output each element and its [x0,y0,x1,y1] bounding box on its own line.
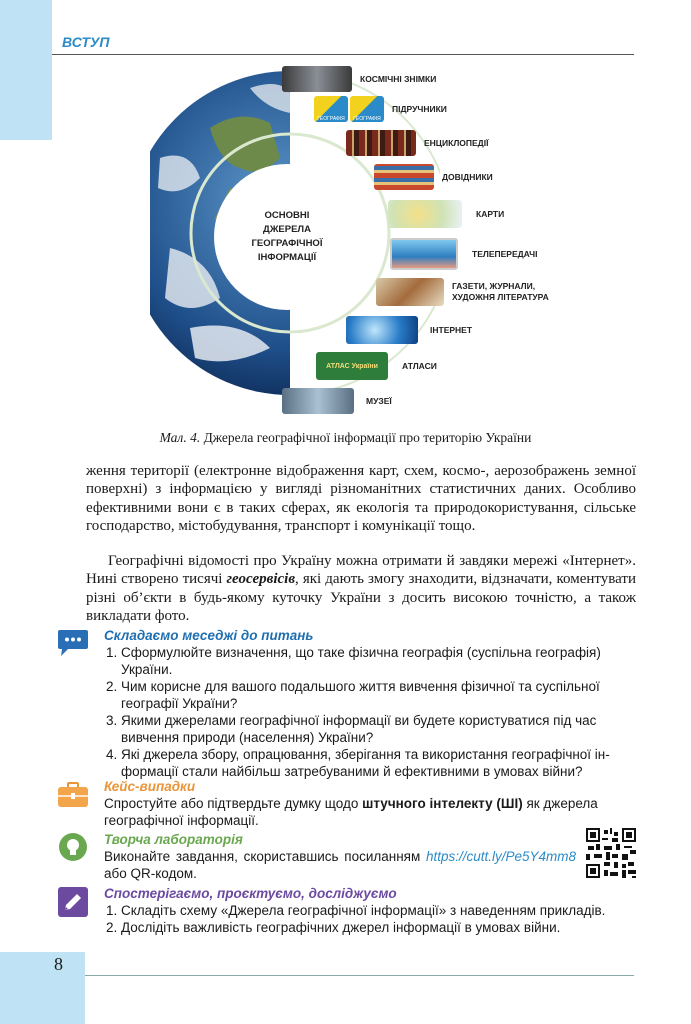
museums-thumb [282,388,354,414]
list-item: 1. Сформулюйте визначення, що таке фізична географія (суспільна географія) України. [121,644,636,678]
qr-code[interactable] [586,828,636,878]
lab-text: Виконайте завдання, скориставшись посиланням https://cutt.ly/Pe5Y4mm8 або QR-кодом. [104,849,576,881]
source-space-images: КОСМІЧНІ ЗНІМКИ [282,66,436,92]
cases-title: Кейс-випадки [104,779,196,794]
tv-thumb [390,238,458,270]
list-item: 3. Якими джерелами географічної інформації ви будете користуватися під час вивчення природи (населення) України? [121,712,636,746]
figure-info-sources [100,60,640,420]
source-tv: ТЕЛЕПЕРЕДАЧІ [390,238,538,270]
figure-caption: Мал. 4. Джерела географічної інформації про територію України [159,430,532,445]
header-rule [52,54,634,55]
page-number: 8 [54,954,63,974]
lab-title: Творча лабораторія [104,832,243,847]
list-item: 4. Які джерела збору, опрацювання, зберігання та використання географічної інформації стали найбільш затребуваними й ефективними в умовах війни? [121,746,636,780]
research-block [56,885,636,935]
research-title: Спостерігаємо, проєктуємо, досліджуємо [104,886,397,901]
briefcase-icon [56,780,90,810]
paragraph-1: ження території (електронне відображення карт, схем, космо-, аерозображень земної поверхні) з інформацією у вигляді різноманітних статистичних даних. Особливо ефективними вони є в таких сферах, як екологія та природокористування, сільське господарство, містобудування, транспорт і комунікації тощо. [86,463,636,535]
list-item: 1. Складіть схему «Джерела географічної інформації» з наведенням прикладів. [121,902,636,919]
cases-block [56,778,636,828]
chat-bubble-icon [56,629,90,659]
footer-rule [85,975,634,976]
source-internet: ІНТЕРНЕТ [346,316,472,344]
section-label: ВСТУП [62,34,110,50]
source-newspapers: ГАЗЕТИ, ЖУРНАЛИ, ХУДОЖНЯ ЛІТЕРАТУРА [376,278,549,306]
page-edge-tab [0,0,52,140]
research-list [104,902,636,936]
source-museums: МУЗЕЇ [282,388,392,414]
paragraph-2: Географічні відомості про Україну можна отримати й завдяки мережі «Інтернет». Нині створено тисячі геосервісів, які дають змогу знаходити, відзначати, коментувати різні об’єкти в будь-якому куточку України з досить високою точністю, а також викладати фото. [86,553,636,625]
atlas-thumb: АТЛАС України [316,352,388,380]
space-images-thumb [282,66,352,92]
source-maps: КАРТИ [388,200,504,228]
textbooks-thumb: ГЕОГРАФІЯ ГЕОГРАФІЯ [314,96,384,122]
lab-link[interactable]: https://cutt.ly/Pe5Y4mm8 [425,849,576,864]
messages-title: Складаємо меседжі до питань [104,628,314,643]
maps-thumb [388,200,462,228]
pencil-icon [56,887,90,917]
internet-thumb [346,316,418,344]
source-reference-books: ДОВІДНИКИ [374,164,493,190]
reference-books-thumb [374,164,434,190]
encyclopedias-thumb [346,130,416,156]
source-textbooks: ГЕОГРАФІЯ ГЕОГРАФІЯ ПІДРУЧНИКИ [314,96,447,122]
list-item: 2. Чим корисне для вашого подальшого життя вивчення фізичної та суспільної географії України? [121,678,636,712]
source-atlases: АТЛАС України АТЛАСИ [316,352,437,380]
messages-list [104,644,636,780]
page-number-tab [0,952,85,1024]
center-circle [214,164,360,310]
newspapers-thumb [376,278,444,306]
center-label: ОСНОВНІ ДЖЕРЕЛА ГЕОГРАФІЧНОЇ ІНФОРМАЦІЇ [251,210,323,263]
list-item: 2. Дослідіть важливість географічних джерел інформації в умовах війни. [121,919,636,936]
lightbulb-icon [56,833,90,863]
cases-text: Спростуйте або підтвердьте думку щодо штучного інтелекту (ШІ) як джерела географічної інформації. [104,796,598,828]
messages-block [56,627,636,777]
source-encyclopedias: ЕНЦИКЛОПЕДІЇ [346,130,488,156]
lab-block [56,831,576,881]
